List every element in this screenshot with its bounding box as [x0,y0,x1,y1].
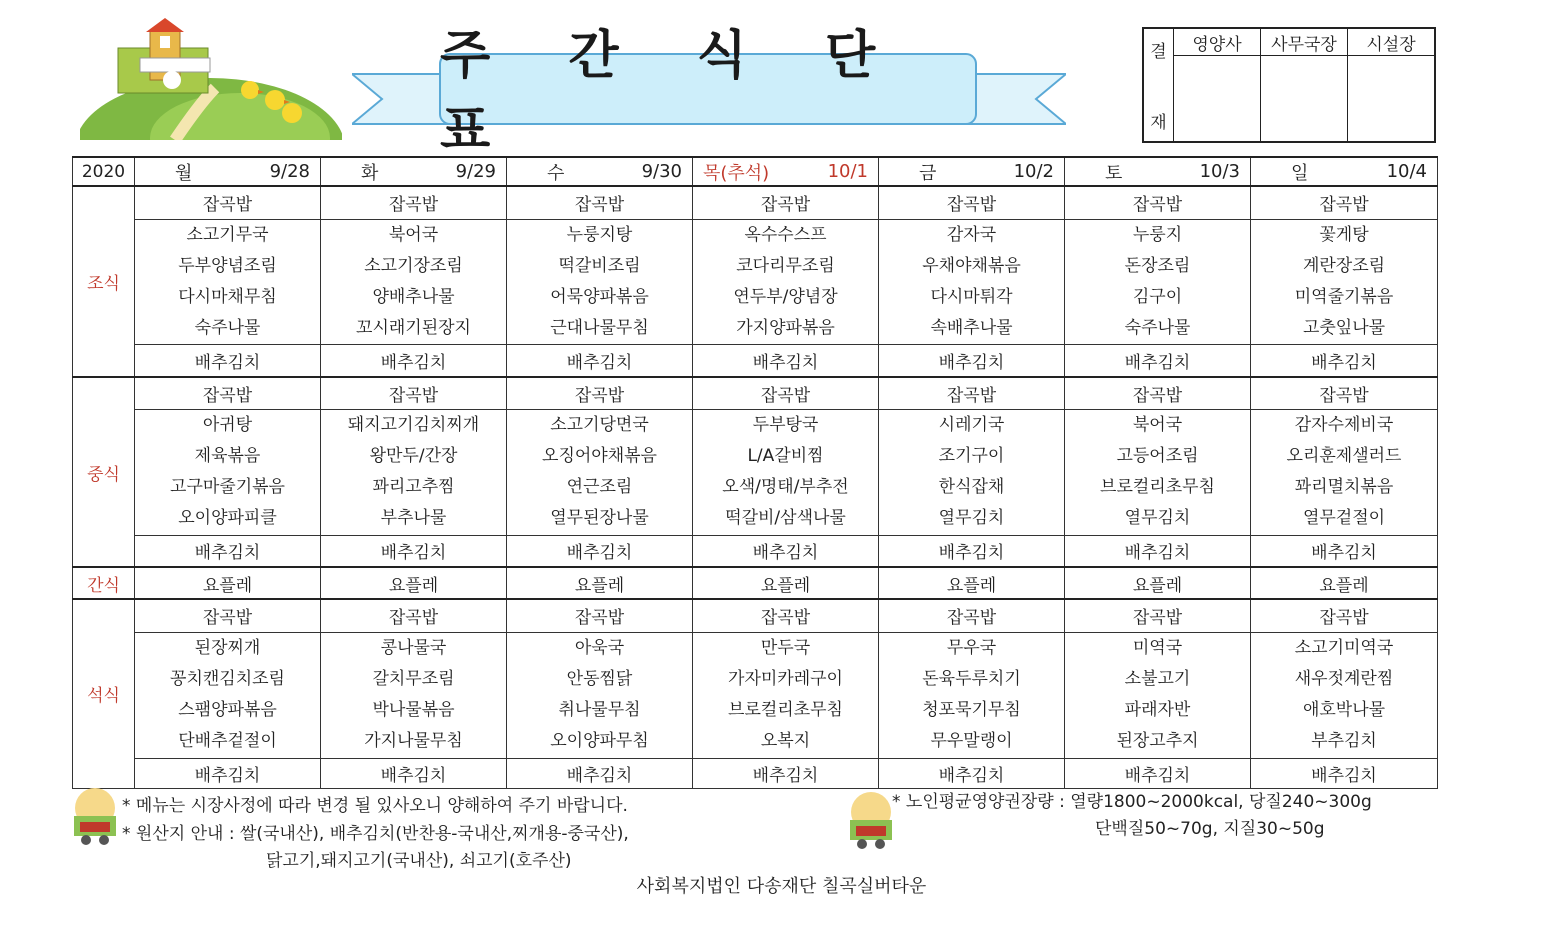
day-date: 9/28 [269,161,310,182]
kimchi-cell: 배추김치 [507,344,693,377]
dish-item: 누룽지탕 [566,224,633,245]
approval-side-top: 결 [1150,42,1167,62]
dish-list [135,633,320,758]
snack-row [73,567,1438,599]
approval-col-director [1348,29,1434,141]
dish-item: 미역국 [1132,637,1183,658]
dish-item: 감자수제비국 [1294,414,1394,435]
dish-item: 누룽지 [1132,224,1183,245]
dish-list [321,633,506,758]
dish-item: 김구이 [1132,286,1183,307]
meal-label: 간식 [73,567,135,599]
rice-cell: 잡곡밥 [693,377,879,409]
kimchi-cell: 배추김치 [507,758,693,788]
kimchi-cell: 배추김치 [1251,344,1438,377]
rice-cell: 잡곡밥 [879,186,1065,219]
kimchi-cell: 배추김치 [321,758,507,788]
dish-item: 된장고추지 [1116,731,1199,752]
approval-head: 시설장 [1348,29,1434,56]
rice-cell: 잡곡밥 [879,599,1065,632]
kimchi-cell: 배추김치 [1251,758,1438,788]
rice-cell: 잡곡밥 [507,377,693,409]
dish-item: 된장찌개 [194,637,261,658]
dish-item: 오이양파무침 [550,731,649,752]
kimchi-row [73,344,1438,377]
dish-item: 박나물볶음 [372,700,455,721]
day-date: 10/1 [827,161,868,182]
dish-item: 숙주나물 [1124,317,1191,338]
dish-item: 연근조림 [566,477,633,498]
dish-item: 오복지 [760,731,811,752]
dish-list [1065,220,1250,344]
dish-item: 속배추나물 [930,317,1013,338]
dishes-cell [1251,219,1438,344]
farm-icon [70,786,120,848]
day-name: 금 [919,162,937,184]
dish-item: 두부탕국 [752,414,819,435]
dish-item: 소고기미역국 [1294,637,1394,658]
dish-item: 취나물무침 [558,700,641,721]
snack-cell: 요플레 [1065,567,1251,599]
dish-item: 가자미카레구이 [728,668,843,689]
rice-cell: 잡곡밥 [507,599,693,632]
dish-item: 다시마튀각 [930,286,1013,307]
dish-item: 꽁치캔김치조림 [170,668,285,689]
dish-item: 소고기당면국 [550,414,649,435]
kimchi-cell: 배추김치 [693,535,879,567]
dish-item: 꼬시래기된장지 [356,317,471,338]
year-cell: 2020 [73,157,135,186]
day-header [1251,157,1438,186]
dishes-row [73,632,1438,758]
dish-item: 꽃게탕 [1319,224,1369,245]
dish-list [135,410,320,535]
dish-item: 양배추나물 [372,286,455,307]
kimchi-cell: 배추김치 [1065,344,1251,377]
dish-list [1065,633,1250,758]
dishes-cell [135,219,321,344]
approval-col-dietitian [1174,29,1261,141]
dish-item: 우채야채볶음 [922,255,1021,276]
dish-item: 새우젓계란찜 [1294,668,1394,689]
organization-name: 사회복지법인 다송재단 칠곡실버타운 [636,876,927,897]
rice-cell: 잡곡밥 [1251,599,1438,632]
meal-label: 중식 [73,377,135,567]
dish-list [693,633,878,758]
approval-side-bottom: 재 [1150,113,1167,133]
kimchi-cell: 배추김치 [693,758,879,788]
dish-item: 고춧잎나물 [1302,317,1386,338]
day-header [321,157,507,186]
kimchi-cell: 배추김치 [135,535,321,567]
snack-cell: 요플레 [507,567,693,599]
kimchi-cell: 배추김치 [135,344,321,377]
approval-side-label [1144,29,1174,141]
dish-item: 한식잡채 [938,477,1005,498]
kimchi-cell: 배추김치 [1065,535,1251,567]
kimchi-cell: 배추김치 [879,535,1065,567]
rice-row [73,186,1438,219]
dishes-cell [321,409,507,535]
dish-item: 소고기장조림 [364,255,463,276]
dish-item: L/A갈비찜 [747,445,824,466]
rice-cell: 잡곡밥 [321,186,507,219]
dish-item: 미역줄기볶음 [1294,286,1394,307]
day-date: 9/29 [455,161,496,182]
dish-list [879,410,1064,535]
dish-list [135,220,320,344]
kimchi-row [73,758,1438,788]
dishes-row [73,409,1438,535]
dishes-cell [507,219,693,344]
rice-cell: 잡곡밥 [1251,377,1438,409]
dish-list [321,410,506,535]
note-nutrition: * 노인평균영양권장량 : 열량1800~2000kcal, 당질240~300g [892,792,1372,812]
day-name: 월 [175,162,193,184]
kimchi-cell: 배추김치 [321,344,507,377]
dish-item: 브로컬리초무침 [1100,477,1215,498]
dish-item: 브로컬리초무침 [728,700,843,721]
dish-item: 고구마줄기볶음 [170,477,285,498]
rice-cell: 잡곡밥 [1065,599,1251,632]
dish-item: 연두부/양념장 [733,286,838,307]
dish-item: 오리훈제샐러드 [1286,445,1402,466]
dish-item: 계란장조림 [1302,255,1386,276]
dish-item: 돈육두루치기 [922,668,1021,689]
dish-item: 스팸양파볶음 [178,700,277,721]
rice-cell: 잡곡밥 [693,599,879,632]
day-name: 토 [1105,162,1123,184]
dishes-cell [879,409,1065,535]
dish-item: 부추나물 [380,508,447,529]
kimchi-cell: 배추김치 [321,535,507,567]
dish-item: 콩나물국 [380,637,447,658]
snack-cell: 요플레 [693,567,879,599]
dish-list [321,220,506,344]
dishes-row [73,219,1438,344]
dish-item: 두부양념조림 [178,255,277,276]
dish-list [507,220,692,344]
dish-item: 열무된장나물 [550,508,649,529]
dish-list [1251,220,1437,344]
day-header [507,157,693,186]
note-origin-cont: 닭고기,돼지고기(국내산), 쇠고기(호주산) [266,851,572,871]
note-origin: * 원산지 안내 : 쌀(국내산), 배추김치(반찬용-국내산,찌개용-중국산), [122,824,629,844]
rice-cell: 잡곡밥 [135,599,321,632]
dishes-cell [1251,409,1438,535]
header-row [73,157,1438,186]
snack-cell: 요플레 [879,567,1065,599]
dish-item: 오이양파피클 [178,508,277,529]
dishes-cell [693,409,879,535]
dish-item: 제육볶음 [194,445,261,466]
dish-list [1065,410,1250,535]
dish-item: 옥수수스프 [744,224,827,245]
rice-cell: 잡곡밥 [135,186,321,219]
day-header [1065,157,1251,186]
day-name: 일 [1291,162,1309,184]
farm-icon [846,790,896,852]
dish-item: 왕만두/간장 [369,445,458,466]
dish-item: 아욱국 [574,637,625,658]
day-date: 10/2 [1013,161,1054,182]
dish-item: 열무김치 [1124,508,1191,529]
dish-item: 떡갈비/삼색나물 [725,508,846,529]
day-date: 9/30 [641,161,682,182]
dish-list [507,410,692,535]
rice-cell: 잡곡밥 [321,377,507,409]
approval-head: 사무국장 [1261,29,1347,56]
dish-item: 갈치무조림 [372,668,455,689]
snack-cell: 요플레 [321,567,507,599]
dishes-cell [321,219,507,344]
dish-item: 감자국 [946,224,997,245]
dish-item: 가지양파볶음 [736,317,835,338]
dish-item: 안동찜닭 [566,668,633,689]
rice-cell: 잡곡밥 [879,377,1065,409]
dish-item: 애호박나물 [1302,700,1386,721]
dish-list [507,633,692,758]
kimchi-cell: 배추김치 [1065,758,1251,788]
dish-item: 청포묵기무침 [922,700,1021,721]
dish-item: 고등어조림 [1116,445,1199,466]
kimchi-cell: 배추김치 [879,344,1065,377]
snack-cell: 요플레 [1251,567,1438,599]
dishes-cell [135,409,321,535]
dishes-cell [321,632,507,758]
day-name: 화 [361,162,379,184]
kimchi-cell: 배추김치 [1251,535,1438,567]
dish-item: 돼지고기김치찌개 [347,414,480,435]
rice-row [73,599,1438,632]
dish-list [1251,633,1437,758]
hill-house-illustration [80,18,342,140]
dish-list [693,220,878,344]
dish-item: 숙주나물 [194,317,261,338]
approval-box [1142,27,1436,143]
snack-cell: 요플레 [135,567,321,599]
dish-item: 조기구이 [938,445,1005,466]
dishes-cell [693,632,879,758]
approval-head: 영양사 [1174,29,1260,56]
dish-item: 시레기국 [938,414,1005,435]
rice-cell: 잡곡밥 [507,186,693,219]
kimchi-cell: 배추김치 [135,758,321,788]
dish-item: 오색/명태/부추전 [722,477,849,498]
dish-item: 코다리무조림 [736,255,835,276]
day-header-holiday [693,157,879,186]
dish-item: 북어국 [388,224,439,245]
day-date: 10/3 [1199,161,1240,182]
dish-item: 어묵양파볶음 [550,286,649,307]
dish-item: 단배추겉절이 [178,731,277,752]
kimchi-cell: 배추김치 [693,344,879,377]
rice-cell: 잡곡밥 [1251,186,1438,219]
dishes-cell [879,219,1065,344]
dish-item: 오징어야채볶음 [542,445,657,466]
rice-cell: 잡곡밥 [1065,377,1251,409]
meal-label: 석식 [73,599,135,788]
dishes-cell [1065,632,1251,758]
rice-cell: 잡곡밥 [321,599,507,632]
dishes-cell [1065,409,1251,535]
approval-col-office [1261,29,1348,141]
day-name: 목(추석) [703,162,770,184]
kimchi-row [73,535,1438,567]
note-nutrition-cont: 단백질50~70g, 지질30~50g [1095,819,1325,839]
kimchi-cell: 배추김치 [879,758,1065,788]
dishes-cell [135,632,321,758]
dish-item: 부추김치 [1311,731,1377,752]
dish-item: 근대나물무침 [550,317,649,338]
page-title: 주 간 식 단 표 [440,26,906,161]
dish-item: 열무겉절이 [1302,508,1386,529]
dish-item: 꽈리멸치볶음 [1294,477,1394,498]
rice-row [73,377,1438,409]
dish-item: 무우말랭이 [930,731,1013,752]
dish-list [879,220,1064,344]
dish-item: 다시마채무침 [178,286,277,307]
day-header [879,157,1065,186]
dish-item: 만두국 [760,637,811,658]
note-menu-change: * 메뉴는 시장사정에 따라 변경 될 있사오니 양해하여 주기 바랍니다. [122,796,628,816]
dishes-cell [507,632,693,758]
dish-item: 가지나물무침 [364,731,463,752]
day-name: 수 [547,162,565,184]
dish-item: 열무김치 [938,508,1005,529]
dish-item: 파래자반 [1124,700,1191,721]
day-date: 10/4 [1386,161,1427,182]
dish-item: 무우국 [946,637,997,658]
dish-list [879,633,1064,758]
dish-item: 소불고기 [1124,668,1191,689]
dish-item: 떡갈비조림 [558,255,641,276]
rice-cell: 잡곡밥 [135,377,321,409]
dishes-cell [693,219,879,344]
dish-item: 소고기무국 [186,224,269,245]
day-header [135,157,321,186]
dish-list [1251,410,1437,535]
kimchi-cell: 배추김치 [507,535,693,567]
dishes-cell [879,632,1065,758]
dishes-cell [1251,632,1438,758]
weekly-menu-table [72,156,1438,789]
dish-item: 꽈리고추찜 [372,477,455,498]
dish-item: 아귀탕 [202,414,253,435]
meal-label: 조식 [73,186,135,377]
dishes-cell [507,409,693,535]
dish-item: 북어국 [1132,414,1183,435]
dish-list [693,410,878,535]
rice-cell: 잡곡밥 [1065,186,1251,219]
dish-item: 돈장조림 [1124,255,1191,276]
rice-cell: 잡곡밥 [693,186,879,219]
dishes-cell [1065,219,1251,344]
